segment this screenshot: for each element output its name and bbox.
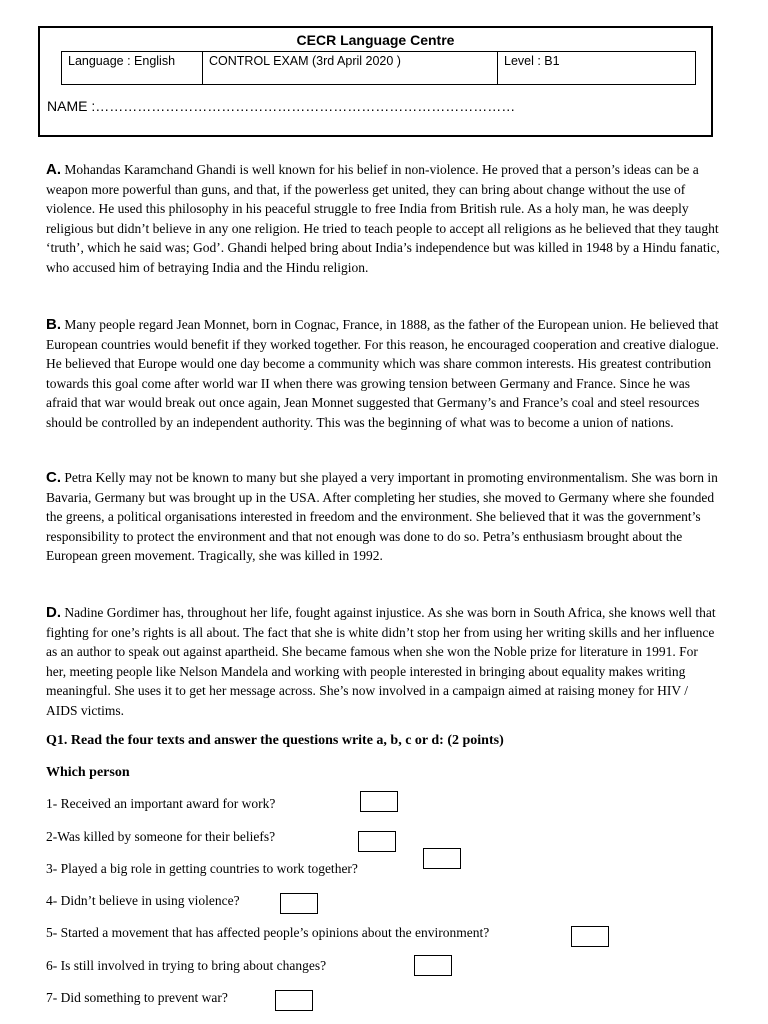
- which-person-heading: Which person: [46, 765, 130, 780]
- exam-info-table: [61, 51, 696, 85]
- question-item-6: 6- Is still involved in trying to bring about changes?: [46, 958, 327, 973]
- text-a-paragraph: [46, 160, 720, 277]
- text-d-paragraph: [46, 603, 720, 720]
- answer-box-6[interactable]: [414, 955, 452, 976]
- answer-box-5[interactable]: [571, 926, 609, 947]
- answer-box-4[interactable]: [280, 893, 318, 914]
- text-d-letter: D.: [46, 604, 61, 621]
- question-item-5: 5- Started a movement that has affected people’s opinions about the environment?: [46, 925, 490, 940]
- centre-title: CECR Language Centre: [296, 32, 455, 48]
- text-c-paragraph: [46, 468, 720, 566]
- language-cell: Language : English: [62, 52, 203, 85]
- text-c-letter: C.: [46, 469, 61, 486]
- level-cell: Level : B1: [498, 52, 696, 85]
- question-item-1: 1- Received an important award for work?: [46, 796, 276, 811]
- answer-box-3[interactable]: [423, 848, 461, 869]
- answer-box-1[interactable]: [360, 791, 398, 812]
- text-b-body: Many people regard Jean Monnet, born in Cognac, France, in 1888, as the father of the European union. He believed that European countries would benefit if they worked together. For this reason, he encouraged cooperation and creative dialogue. He believed that Europe would one day become a community which was share common interests. His greatest contribution towards this goal come after world war II when there was growing tension between Germany and France. Since he was afraid that war would break out once again, Jean Monnet suggested that Germany’s and France’s coal and steel resources should be controlled by an independent authority. This was the beginning of what was to become a union of nations.: [46, 317, 719, 430]
- question-item-7: 7- Did something to prevent war?: [46, 990, 228, 1005]
- text-b-paragraph: [46, 315, 720, 432]
- text-c-body: Petra Kelly may not be known to many but she played a very important in promoting environmentalism. She was born in Bavaria, Germany but was brought up in the USA. After completing her studies, she moved to Germany where she founded the greens, a political organisations interested in freedom and the environment. She believed that it was the government’s responsibility to protect the environment and that not enough was done to do so. Petra’s enthusiasm brought about the European green movement. Tragically, she was killed in 1992.: [46, 470, 718, 563]
- exam-header-box: [38, 26, 713, 137]
- answer-box-2[interactable]: [358, 831, 396, 852]
- question-item-4: 4- Didn’t believe in using violence?: [46, 893, 240, 908]
- text-a-body: Mohandas Karamchand Ghandi is well known for his belief in non-violence. He proved that a person’s ideas can be a weapon more powerful than guns, and that, if the powerless get united, they can bring about change without the use of violence. He used this philosophy in his peaceful struggle to free India from British rule. As a holy man, he was deeply religious but didn’t believe in any one religion. He tried to teach people to accept all religions as he believed that they taught ‘truth’, which he said was; God’. Ghandi helped bring about India’s independence but was killed in 1948 by a Hindu fanatic, who accused him of betraying India and the Hindu religion.: [46, 162, 720, 275]
- name-field-line[interactable]: NAME :………………………………………………………………………………: [47, 98, 516, 114]
- exam-title-cell: CONTROL EXAM (3rd April 2020 ): [203, 52, 498, 85]
- text-d-body: Nadine Gordimer has, throughout her life, fought against injustice. As she was born in South Africa, she knows well that fighting for one’s rights is all about. The fact that she is white didn’t stop her from using her writing skills and her influence as an author to speak out against apartheid. She became famous when she won the Noble prize for literature in 1991. For her, meeting people like Nelson Mandela and working with people interested in bringing about equality makes writing meaningful. She uses it to get her message across. She’s now involved in a campaign aimed at raising money for HIV / AIDS victims.: [46, 605, 716, 718]
- question-item-3: 3- Played a big role in getting countries to work together?: [46, 861, 358, 876]
- exam-info-row: [62, 52, 696, 85]
- text-b-letter: B.: [46, 316, 61, 333]
- question-item-2: 2-Was killed by someone for their beliefs?: [46, 829, 276, 844]
- answer-box-7[interactable]: [275, 990, 313, 1011]
- text-a-letter: A.: [46, 161, 61, 178]
- question-1-title: Q1. Read the four texts and answer the questions write a, b, c or d: (2 points): [46, 733, 504, 748]
